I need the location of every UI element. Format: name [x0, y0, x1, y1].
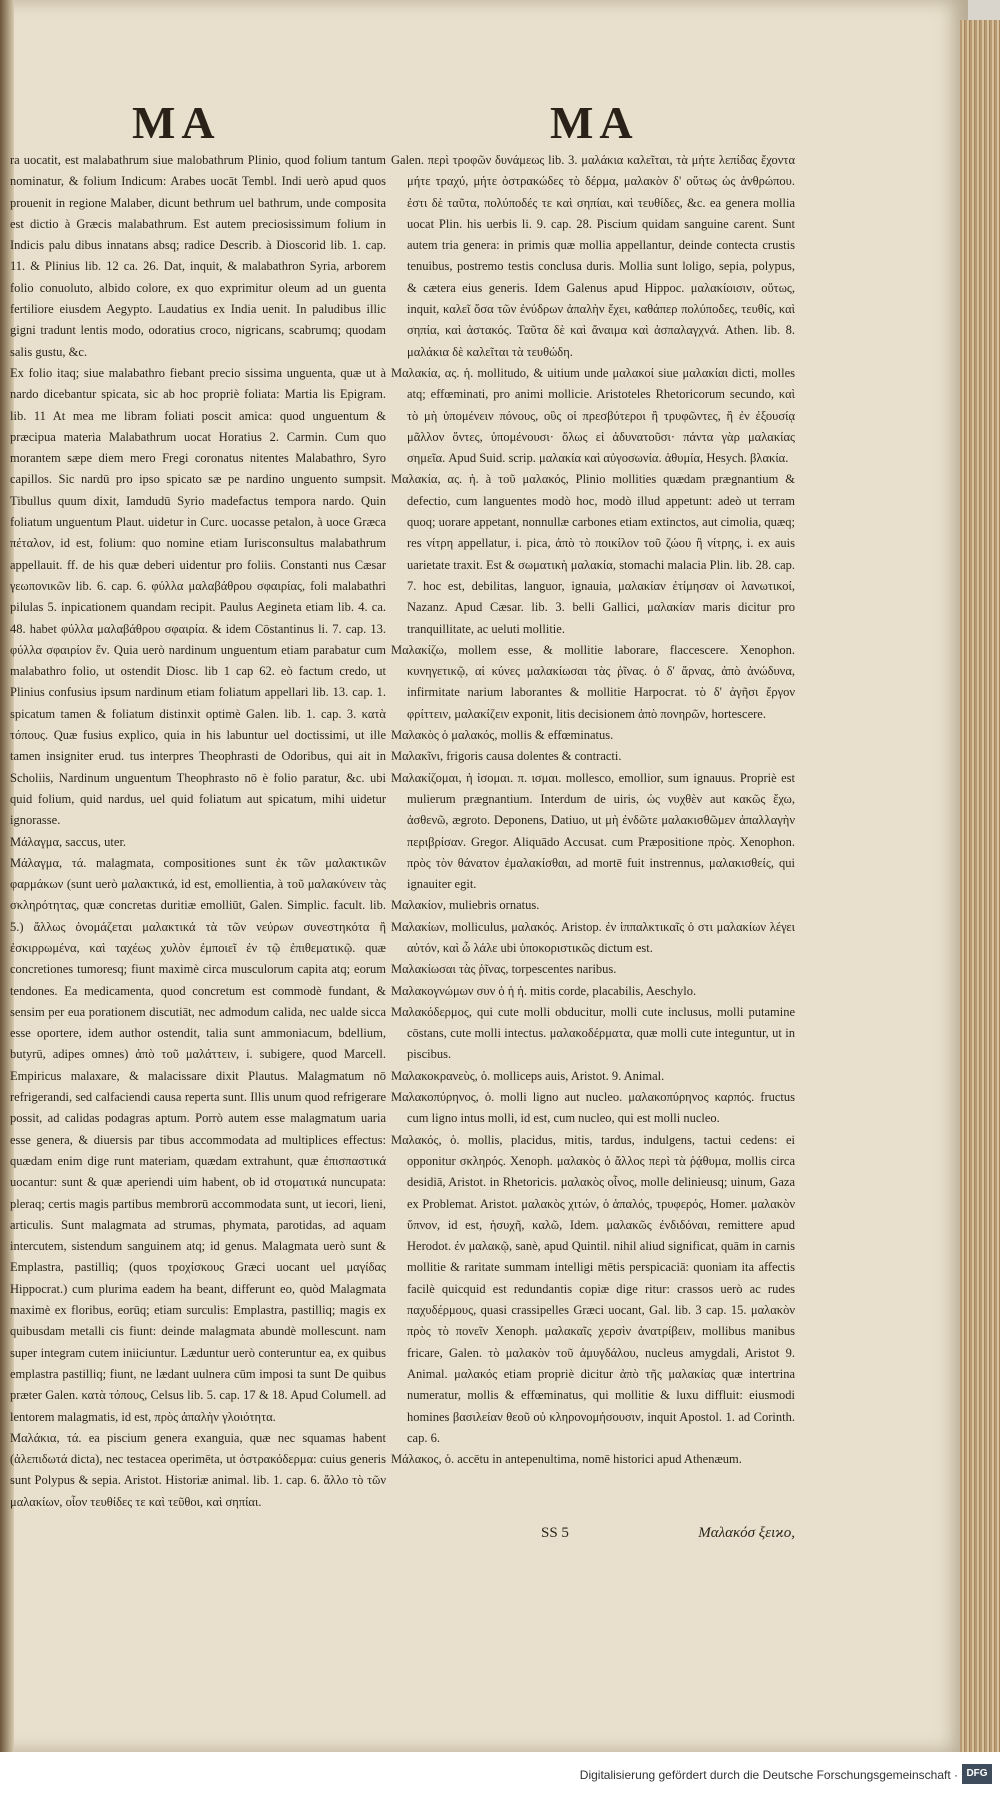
entry: Μαλάκια, τά. ea piscium genera exanguia, quæ nec squamas habent (ἀλεπιδωτά dicta), nec testacea operimēta, ut ὀστρακόδερμα: cuius generis sunt Polypus & sepia. Aristot. Historiæ animal. lib. 1. cap. 6. ἄλλο τὸ τῶν μαλακίων, οἷον τευθίδες τε καὶ τεῦθοι, καὶ σηπίαι. [10, 1430, 386, 1509]
entry: Μαλακίζομαι, ἡ ἰσομαι. π. ισμαι. mollesco, emollior, sum ignauus. Propriè est mulierum prægnantium. Interdum de uiris, ὡς νυχθὲν aut κακῶς ἔχω, ἀσθενῶ, ægroto. Deponens, Datiuo, ut μὴ ἐνδῶτε μαλακισθῶμεν ἀπαλλαγὴν περιβρίσαν. Gregor. Aliquādo Accusat. cum Præpositione πρὸς. Xenophon. πρὸς τὸν θάνατον ἐμαλακίσθαι, ad mortē fuit instrennus, μαλακισθείς, qui ignauiter egit. [391, 770, 795, 892]
catchword: Μαλακόσ ξειϰο, [698, 1525, 795, 1541]
entry: Μαλακογνώμων συν ὁ ἡ ἡ. mitis corde, placabilis, Aeschylo. [391, 983, 697, 998]
entry: Μαλακόδερμος, qui cute molli obducitur, molli cute inclusus, molli putamine cōstans, cute molli intectus. μαλακοδέρματα, quæ molli cute integuntur, ut in piscibus. [391, 1004, 795, 1062]
entry: Μαλακίωσαι τὰς ῥῖνας, torpescentes naribus. [391, 962, 617, 977]
entry: ra uocatit, est malabathrum siue malobathrum Plinio, quod folium tantum nominatur, & folium Indicum: Arabes uocāt Tembl. Indi uerò apud quos prouenit in regione Malaber, dicunt bethrum uel bathrum, unde composita est dictio à Græcis malabathrum. Est autem preciosissimum folium in Indicis palu dibus innatans absq; radice Describ. à Dioscorid lib. 1. cap. 11. & Plinius lib. 12 ca. 26. Dat, inquit, & malabathron Syria, arborem folio conuoluto, albido colore, ex quo exprimitur oleum ad un guenta fertiliore eiusdem Aegypto. Laudatius ex India uenit. In paludibus illic gigni tradunt lentis modo, odoratius croco, nigricans, scabrumq; quodam salis gustu, &c. [10, 153, 386, 359]
entry: Μαλακοκρανεὺς, ὁ. molliceps auis, Aristot. 9. Animal. [391, 1068, 665, 1083]
entry: Μάλακος, ὁ. accētu in antepenultima, nomē historici apud Athenæum. [391, 1452, 742, 1467]
entry: Μαλακὸς ὁ μαλακός, mollis & effœminatus. [391, 728, 614, 743]
entry: Μάλαγμα, τά. malagmata, compositiones sunt ἐκ τῶν μαλακτικῶν φαρμάκων (sunt uerò μαλακτικά, id est, emollientia, à τοῦ μαλακύνειν τὰς σκληρότητας, quæ concretas duritiæ emolliūt, Galen. Simplic. facult. lib. 5.) ἄλλως ὀνομάζεται μαλακτικά τὰ τῶν νεύρων συνεστηκότα ἢ ἐσκιρρωμένα, καὶ ταχέως χυλὸν ἐμποιεῖ ἐν τῷ ἐπιθεματικῷ. quæ concretiones tumoresq; fiunt maximè circa musculorum capita atq; eorum tendones. Ea medicamenta, quod concretum est commodè fundant, & sensim per eua porationem discutiāt, nec admodum calida, nec ualde sicca esse oportere, idem author ostendit, talia sunt ammoniacum, bdellium, butyrū, adipes omnes) ἀπὸ τοῦ μαλάττειν, i. subigere, quod Marcell. Empiricus malaxare, & malacissare dixit Plautus. Malagmatum nō refrigerandi, sed calfaciendi causa reperta sunt. Illis unum quod refrigerare possit, ad calidas podagras aptum. Porrò autem esse malagmatum uaria esse genera, & diuersis par tibus accommodata ad multiplices effectus: quædam enim dige runt materiam, quædam extrahunt, quæ ἐπισπαστικά uocantur: sunt & quæ aperiendi uim habent, ob id στοματικά nuncupata: pleraq; certis magis partibus membrorū accommodata sunt, ut iecori, lieni, articulis. Sunt malagmata ad strumas, phymata, parotidas, ad aquam intercutem, sistendum sanguinem atq; id genus. Malagmata uerò sunt & Emplastra, pastilliq; (quos τροχίσκους Græci uocant uel μαγίδας Hippocrat.) cum plurima eadem ha beant, differunt eo, quòd Malagmata maximè ex floribus, eorūq; etiam surculis: Emplastra, pastilliq; magis ex quibusdam metalli cis fiunt: deinde malagmata abundè mollescunt. nam super integram cutem iniiciuntur. Læduntur uerò conteruntur ea, ex quibus emplastra pastilliq; fiunt, ne lædant uulnera cūm imposi ta sunt De quibus præter Galen. κατὰ τόπους, Celsus lib. 5. cap. 17 & 18. Apud Columell. ad lentorem malagmatis, id est, πρὸς ἀπαλὴν γλοιότητα. [10, 855, 386, 1424]
credit-bar [0, 1752, 1000, 1799]
entry: Μαλακία, ας. ἡ. à τοῦ μαλακός, Plinio mollities quædam prægnantium & defectio, cum languentes modò hoc, modò illud appetunt: adeò ut terram quoq; uorare appetant, nonnullæ carbones etiam extinctos, aut cimolia, quæq; res νίτρη appellatur, i. pica, ἀπὸ τὸ ποικίλον τοῦ ζώου ἢ νίτρης, i. ex auis uarietate traxit. Est & σωματικὴ μαλακία, stomachi malacia Plin. lib. 28. cap. 7. hoc est, debilitas, languor, ignauia, μαλακίαν ἐτίμησαν οἱ λανωτικοί, Nazanz. Apud Cæsar. lib. 3. belli Gallici, μαλακίαν maris dicitur pro tranquillitate, ac ueluti mollitie. [391, 472, 795, 636]
page-edges [960, 20, 1000, 1760]
entry: Μαλακοπύρηνος, ὁ. molli ligno aut nucleo. μαλακοπύρηνος καρπός. fructus cum ligno intus molli, id est, cum nucleo, qui est molli nucleo. [391, 1090, 795, 1126]
entry: Μαλακίον, muliebris ornatus. [391, 898, 540, 913]
left-column [10, 150, 386, 1513]
entry: Μαλακίων, molliculus, μαλακός. Aristop. ἐν ἱππαλκτικαῖς ὁ στι μαλακίων λέγει αὐτόν, καὶ ὦ λάλε ubi ὑποκοριστικῶς dictum est. [391, 919, 795, 955]
entry: Μαλακῖνι, frigoris causa dolentes & contracti. [391, 749, 622, 764]
entry: Ex folio itaq; siue malabathro fiebant precio sissima unguenta, quæ ut à nardo dicebantur spicata, sic ab hoc propriè foliata: Martia lis Epigram. lib. 11 At mea me libram foliati poscit amica: quod unguentum & præcipua materia Malabathrum uocat Horatius 2. Carmin. Cum quo morantem sæpe diem mero Fregi coronatus nitentes Malabathro, Syro capillos. Sic nardū pro ipso spicato sæ pe nardino unguento sumpsit. Tibullus quum dixit, Iamdudū Syrio madefactus tempora nardo. Quin foliatum unguentum Plaut. uidetur in Curc. uocasse petalon, à uoce Græca πέταλον, id est, folium: quo nomine etiam Iurisconsultus malabathrum appellauit. ff. de his quæ deberi uidentur pro foliis. Constanti nus Cæsar γεωπονικῶν lib. 6. cap. 6. φύλλα μαλαβάθρου σφαιρίας, foli malabathri pilulas 5. inpicationem quandam recipit. Paulus Aegineta etiam lib. 4. ca. 48. habet φύλλα μαλαβάθρου σφαιρία. & idem Cōstantinus li. 7. cap. 13. φύλλα σφαιρίον ἕν. Quia uerò nardinum unguentum etiam parabatur cum malabathro folio, ut ostendit Diosc. lib 1 cap 62. eò factum credo, ut Plinius confusius ipsum nardinum etiam foliatum appellari lib. 13. cap. 1. spicatum tamen & foliatum distinxit optimè Galen. lib. 1. cap. 3. κατὰ τόπους. Quæ fusius explico, quia in his labuntur uel doctissimi, ut ille tamen insigniter erud. tus interpres Theophrasti de Odoribus, qui ait in Scholiis, Nardinum unguentum Theophrasto nō è folio paratur, &c. ubi quid folium, quid nardus, uel quid foliatum aut spicatum, mihi uidetur ignorasse. [10, 365, 386, 828]
entry: Μαλακός, ὁ. mollis, placidus, mitis, tardus, indulgens, tactui cedens: ei opponitur σκληρός. Xenoph. μαλακὸς ὁ ἄλλος περὶ τὰ ῥᾴθυμα, mollis circa desidiā, Aristot. in Rhetoricis. μαλακὸς οἶνος, molle delinieusq; uinum, Gaza ex Problemat. Aristot. μαλακὸς χιτών, ὁ ἁπαλός, τρυφερός, Homer. μαλακὸν ὕπνον, id est, ἡσυχῆ, καλῶ, Idem. μαλακῶς ἐνδιδόναι, remittere apud Herodot. ἐν μαλακῷ, sanè, apud Quintil. nihil aliud significat, quām in carnis mollitie & raritate summam intelligi mētis perspicaciā: quoniam ita affectis facilè quicquid est redundantis copiæ dige ritur: crassos uerò ac rudes παχυδέρμους, quasi crassipelles Græci uocant, Gal. lib. 3 cap. 15. μαλακὸν πρὸς τὸ πονεῖν Xenoph. μαλακαῖς χερσὶν ἀνατρίβειν, mollibus manibus fricare, Galen. τὸ μαλακὸν τοῦ ἀμυγδάλου, nucleus amygdali, Aristot 9. Animal. μαλακός etiam propriè dicitur ἀπὸ τῆς μαλακίας quæ intertrina numeratur, mollis & effœminatus, qui mollitie & luxu diffluit: eiusmodi homines βασιλείαν θεοῦ οὐ κληρονομήσουσιν, inquit Apostol. 1. ad Corinth. cap. 6. [391, 1132, 795, 1445]
right-column [391, 150, 795, 1470]
entry: Μάλαγμα, saccus, uter. [10, 834, 127, 849]
running-head-right: MA [550, 97, 639, 148]
dfg-logo: DFG [962, 1764, 992, 1784]
running-head-left: MA [132, 97, 221, 148]
entry: Μαλακία, ας. ἡ. mollitudo, & uitium unde μαλακοί siue μαλακίαι dicti, molles atq; effœminati, pro animi mollicie. Aristoteles Rhetoricorum secundo, καὶ τὸ μὴ ὑπομένειν πόνους, οὓς οἱ πρεσβύτεροι ἢ τρυφῶντες, ἢ ἐν ἐξουσίᾳ μᾶλλον ὄντες, ὑπομένουσι· ὅλως εἰ ἀδυνατοῦσι· πάντα γὰρ μαλακίας σημεῖα. Apud Suid. scrip. μαλακία καὶ αὐγοσωνία. ἀθυμία, Hesych. βλακία. [391, 365, 795, 466]
entry: Galen. περὶ τροφῶν δυνάμεως lib. 3. μαλάκια καλεῖται, τὰ μήτε λεπίδας ἔχοντα μήτε τραχύ, μήτε ὀστρακώδες τὸ δέρμα, μαλακὸν δ' οὕτως ὡς ἀνθρώπου. ἐστι δὲ ταῦτα, πολύποδές τε καὶ σηπίαι, καὶ τευθίδες, &c. ea genera mollia uocat Plin. his uerbis li. 9. cap. 28. Piscium quidam sanguine carent. Sunt autem tria genera: in primis quæ mollia appellantur, deinde contecta crustis tenuibus, postremo testis conclusa duris. Mollia sunt loligo, sepia, polypus, & cætera eius generis. Idem Galenus apud Hippoc. μαλακίοισιν, οὕτως, inquit, καλεῖ ὅσα τῶν ἐνύδρων ἀπαλὴν ἔχει, καθάπερ πολύποδες, τευθίς, καὶ σηπία, καὶ ἀστακός. Ταῦτα δὲ καὶ ἄναιμα καὶ ἀσπαλαγχνά. Athen. lib. 8. μαλάκια δὲ καλεῖται τὰ τευθώδη. [391, 153, 795, 359]
entry: Μαλακίζω, mollem esse, & mollitie laborare, flaccescere. Xenophon. κυνηγετικῷ, αἱ κύνες μαλακίωσαι τὰς ῥῖνας. ὁ δ' ἄρνας, ἀπὸ ἀνώδυνα, infirmitate narium laborantes & mollitie Harpocrat. τὸ δ' ἀγῆσι ἔργον φρίττειν, μαλακίζειν exponit, litis decisionem ἀπὸ πονηρῶν, hortescere. [391, 642, 795, 721]
credit-text: Digitalisierung gefördert durch die Deutsche Forschungsgemeinschaft · [579, 1768, 958, 1782]
signature-mark: SS 5 [541, 1525, 569, 1541]
